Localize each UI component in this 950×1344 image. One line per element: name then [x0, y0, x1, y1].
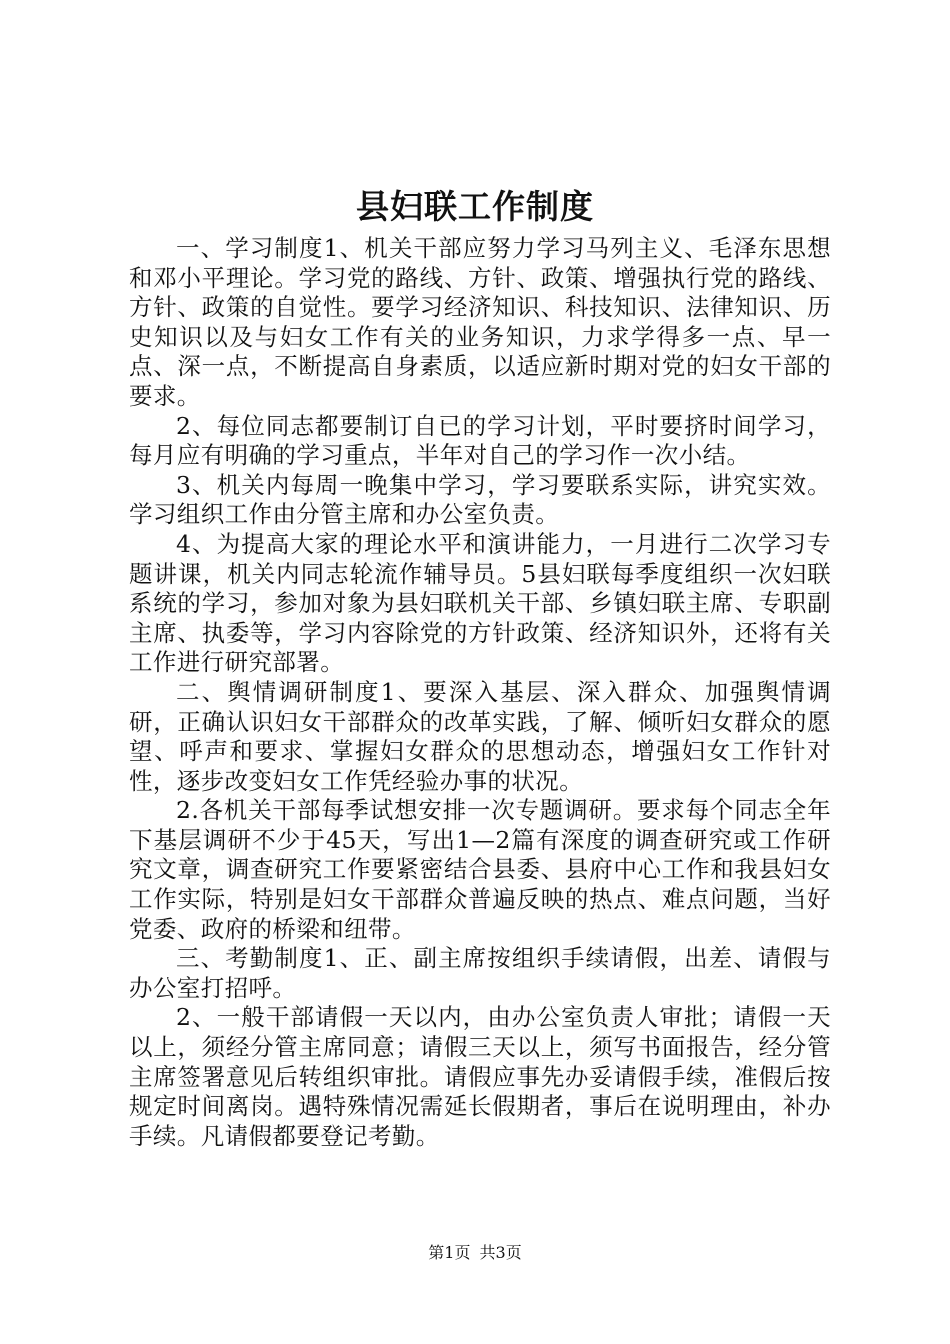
paragraph-quarterly-research: 2.各机关干部每季试想安排一次专题调研。要求每个同志全年下基层调研不少于45天，写出1—2篇有深度的调查研究或工作研究文章，调查研究工作要紧密结合县委、县府中心工作和我县妇女工作实际，特别是妇女干部群众普遍反映的热点、难点问题，当好党委、政府的桥梁和纽带。	[129, 796, 831, 943]
paragraph-study-system: 一、学习制度1、机关干部应努力学习马列主义、毛泽东思想和邓小平理论。学习党的路线、方针、政策、增强执行党的路线、方针、政策的自觉性。要学习经济知识、科技知识、法律知识、历史知识以及与妇女工作有关的业务知识，力求学得多一点、早一点、深一点，不断提高自身素质，以适应新时期对党的妇女干部的要求。	[129, 234, 831, 410]
paragraph-attendance-system: 三、考勤制度1、正、副主席按组织手续请假，出差、请假与办公室打招呼。	[129, 944, 831, 1002]
document-title: 县妇联工作制度	[356, 187, 594, 226]
paragraph-lectures: 4、为提高大家的理论水平和演讲能力，一月进行二次学习专题讲课，机关内同志轮流作辅导员。5县妇联每季度组织一次妇联系统的学习，参加对象为县妇联机关干部、乡镇妇联主席、专职副主席、执委等，学习内容除党的方针政策、经济知识外，还将有关工作进行研究部署。	[129, 529, 831, 677]
page-number: 第1页 共3页	[428, 1243, 522, 1262]
paragraph-weekly-study: 3、机关内每周一晚集中学习，学习要联系实际，讲究实效。学习组织工作由分管主席和办公室负责。	[129, 470, 831, 529]
paragraph-research-system: 二、舆情调研制度1、要深入基层、深入群众、加强舆情调研，正确认识妇女干部群众的改革实践，了解、倾听妇女群众的愿望、呼声和要求、掌握妇女群众的思想动态，增强妇女工作针对性，逐步改变妇女工作凭经验办事的状况。	[129, 677, 831, 795]
paragraph-leave-approval: 2、一般干部请假一天以内，由办公室负责人审批；请假一天以上，须经分管主席同意；请假三天以上，须写书面报告，经分管主席签署意见后转组织审批。请假应事先办妥请假手续，准假后按规定时间离岗。遇特殊情况需延长假期者，事后在说明理由，补办手续。凡请假都要登记考勤。	[129, 1003, 831, 1150]
paragraph-study-plan: 2、每位同志都要制订自已的学习计划，平时要挤时间学习，每月应有明确的学习重点，半年对自己的学习作一次小结。	[129, 411, 831, 470]
document-body	[129, 234, 831, 1151]
